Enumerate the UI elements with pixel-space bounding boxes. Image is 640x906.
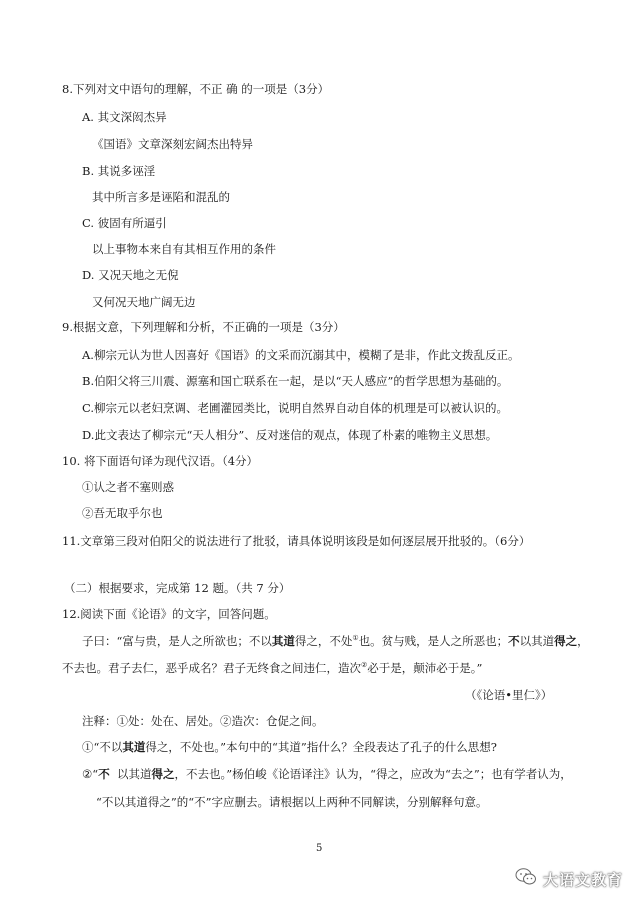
wechat-icon <box>515 867 537 891</box>
q8-option-b-explanation: 其中所言多是诬陷和混乱的 <box>92 190 230 204</box>
q12-subquestion-1 <box>82 740 497 754</box>
footnote-marker: ② <box>361 661 368 670</box>
q8-option-b: B. 其说多诬淫 <box>82 164 156 178</box>
q11-stem: 11.文章第三段对伯阳父的说法进行了批驳，请具体说明该段是如何逐层展开批驳的。（6分） <box>62 534 531 548</box>
footnote-marker: ① <box>352 634 359 643</box>
passage-emphasis: 不 <box>508 634 520 648</box>
subq-emphasis: 不 <box>98 767 110 781</box>
passage-text: 以其道 <box>519 634 555 648</box>
passage-emphasis: 其道 <box>271 634 295 648</box>
subq-emphasis: 其道 <box>122 740 146 754</box>
passage-text: 也。贫与贱，是人之所恶也； <box>358 634 509 648</box>
watermark <box>515 867 623 891</box>
q8-option-a-explanation: 《国语》文章深刻宏阔杰出特异 <box>92 137 253 151</box>
q8-stem: 8.下列对文中语句的理解，不正 确 的一项是（3分） <box>62 82 330 96</box>
q12-source: （《论语•里仁》） <box>465 688 553 702</box>
subq-text: 得之，不处也。”本句中的“其道”指什么？全段表达了孔子的什么思想? <box>145 740 497 754</box>
q8-option-a: A. 其文深闳杰异 <box>82 110 167 124</box>
passage-text: 不去也。君子去仁，恶乎成名？君子无终食之间违仁，造次 <box>62 661 361 675</box>
q12-passage-line-1 <box>82 634 589 648</box>
q12-subquestion-2 <box>82 767 572 781</box>
q9-option-b: B.伯阳父将三川震、源塞和国亡联系在一起，是以“天人感应”的哲学思想为基础的。 <box>82 374 509 388</box>
passage-text: 必于是，颠沛必于是。” <box>367 661 483 675</box>
q8-option-c: C. 彼固有所逼引 <box>82 216 167 230</box>
q12-stem: 12.阅读下面《论语》的文字，回答问题。 <box>62 607 276 621</box>
passage-emphasis: 得之 <box>554 634 578 648</box>
passage-text: ， <box>577 634 589 648</box>
q8-option-c-explanation: 以上事物本来自有其相互作用的条件 <box>92 242 276 256</box>
subq-text: ，不去也。”杨伯峻《论语译注》认为，“得之，应改为“去之”；也有学者认为， <box>174 767 572 781</box>
subq-text: ①“不以 <box>82 740 123 754</box>
subq-text: 以其道 <box>109 767 152 781</box>
q12-passage-line-2 <box>62 661 482 675</box>
section-heading: （二）根据要求，完成第 12 题。（共 7 分） <box>64 581 291 595</box>
passage-text: 子曰：“富与贵，是人之所欲也；不以 <box>82 634 272 648</box>
passage-text: 得之，不处 <box>294 634 353 648</box>
watermark-text: 大语文教育 <box>543 870 624 889</box>
q10-stem: 10. 将下面语句译为现代汉语。（4分） <box>62 454 259 468</box>
q10-item-1: ①认之者不塞则惑 <box>82 480 174 494</box>
q9-option-a: A.柳宗元认为世人因喜好《国语》的文采而沉溺其中，模糊了是非，作此文拨乱反正。 <box>82 348 520 362</box>
subq-text: ②“ <box>82 767 99 781</box>
q9-stem: 9.根据文意，下列理解和分析，不正确的一项是（3分） <box>62 320 345 334</box>
q12-note: 注释：①处：处在、居处。②造次：仓促之间。 <box>82 714 324 728</box>
q10-item-2: ②吾无取乎尔也 <box>82 506 163 520</box>
q9-option-d: D.此文表达了柳宗元“天人相分”、反对迷信的观点，体现了朴素的唯物主义思想。 <box>82 428 498 442</box>
q8-option-d: D. 又况天地之无倪 <box>82 268 179 282</box>
page-number: 5 <box>316 843 323 854</box>
q8-option-d-explanation: 又何况天地广阔无边 <box>92 295 196 309</box>
q9-option-c: C.柳宗元以老妇烹调、老圃灌园类比，说明自然界自动自体的机理是可以被认识的。 <box>82 401 509 415</box>
subq-emphasis: 得之 <box>151 767 175 781</box>
q12-subquestion-2-continued: “不以其道得之”的“不”字应删去。请根据以上两种不同解读，分别解释句意。 <box>96 795 488 809</box>
